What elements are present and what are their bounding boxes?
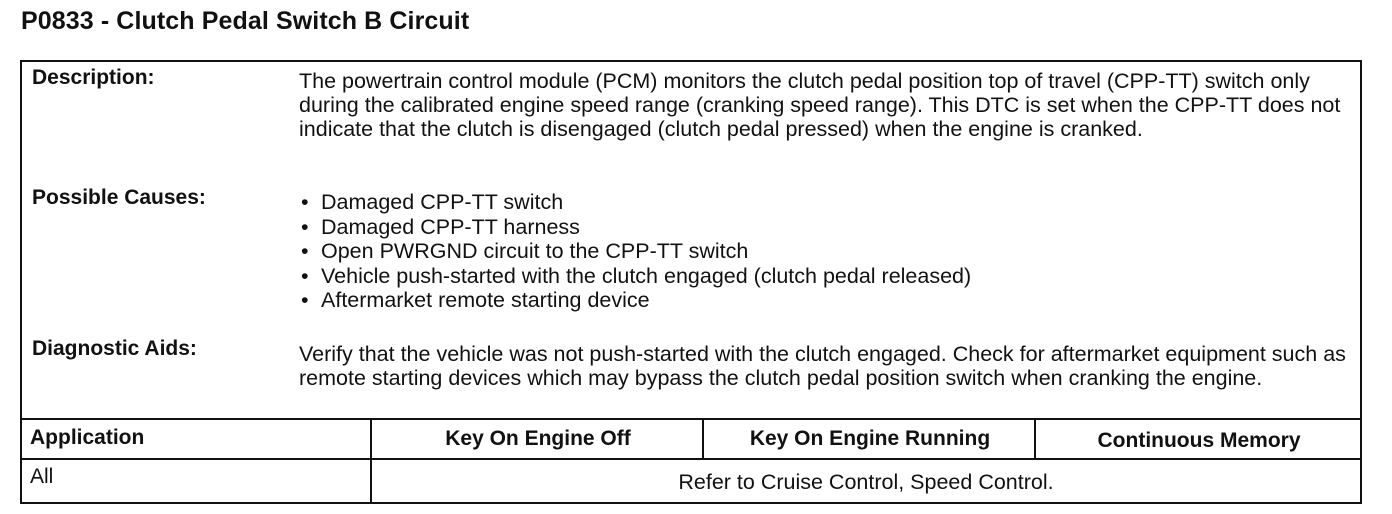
- bullet-icon: •: [301, 214, 309, 239]
- column-divider: [1034, 420, 1036, 458]
- diagnostic-aids-text: Verify that the vehicle was not push-started with the clutch engaged. Check for aftermarket equipment such as remote starting devices which may bypass the clutch pedal position switch when cranking the engine.: [299, 342, 1346, 390]
- bullet-icon: •: [301, 239, 309, 263]
- cause-text: Open PWRGND circuit to the CPP-TT switch: [321, 239, 749, 263]
- cause-text: Aftermarket remote starting device: [321, 288, 650, 312]
- koeo-header: Key On Engine Off: [445, 427, 631, 450]
- list-item: [299, 190, 971, 215]
- application-value: All: [30, 465, 54, 488]
- diagnostic-aids-label: Diagnostic Aids:: [32, 337, 197, 360]
- bullet-icon: •: [301, 288, 309, 312]
- description-label: Description:: [32, 66, 155, 89]
- cause-text: Damaged CPP-TT harness: [321, 214, 580, 239]
- application-table: [22, 418, 1360, 504]
- dtc-info-box: [20, 60, 1362, 504]
- description-text: The powertrain control module (PCM) monitors the clutch pedal position top of travel (CPP-TT) switch only during the calibrated engine speed range (cranking speed range). This DTC is set when the CPP-TT does not indicate that the clutch is disengaged (clutch pedal pressed) when the engine is cranked.: [299, 69, 1341, 141]
- list-item: [299, 239, 971, 264]
- reference-value: Refer to Cruise Control, Speed Control.: [678, 470, 1054, 494]
- application-header: Application: [30, 426, 145, 449]
- bullet-icon: •: [301, 263, 309, 288]
- page-title: P0833 - Clutch Pedal Switch B Circuit: [21, 7, 470, 35]
- cause-text: Damaged CPP-TT switch: [321, 190, 564, 214]
- list-item: [299, 215, 971, 240]
- koer-header: Key On Engine Running: [749, 427, 991, 450]
- column-divider: [702, 420, 704, 458]
- list-item: [299, 288, 971, 313]
- cause-text: Vehicle push-started with the clutch engaged (clutch pedal released): [321, 263, 972, 288]
- possible-causes-label: Possible Causes:: [32, 186, 206, 209]
- bullet-icon: •: [301, 190, 309, 214]
- continuous-memory-header: Continuous Memory: [1097, 429, 1301, 452]
- list-item: [299, 264, 971, 289]
- possible-causes-list: [299, 190, 971, 313]
